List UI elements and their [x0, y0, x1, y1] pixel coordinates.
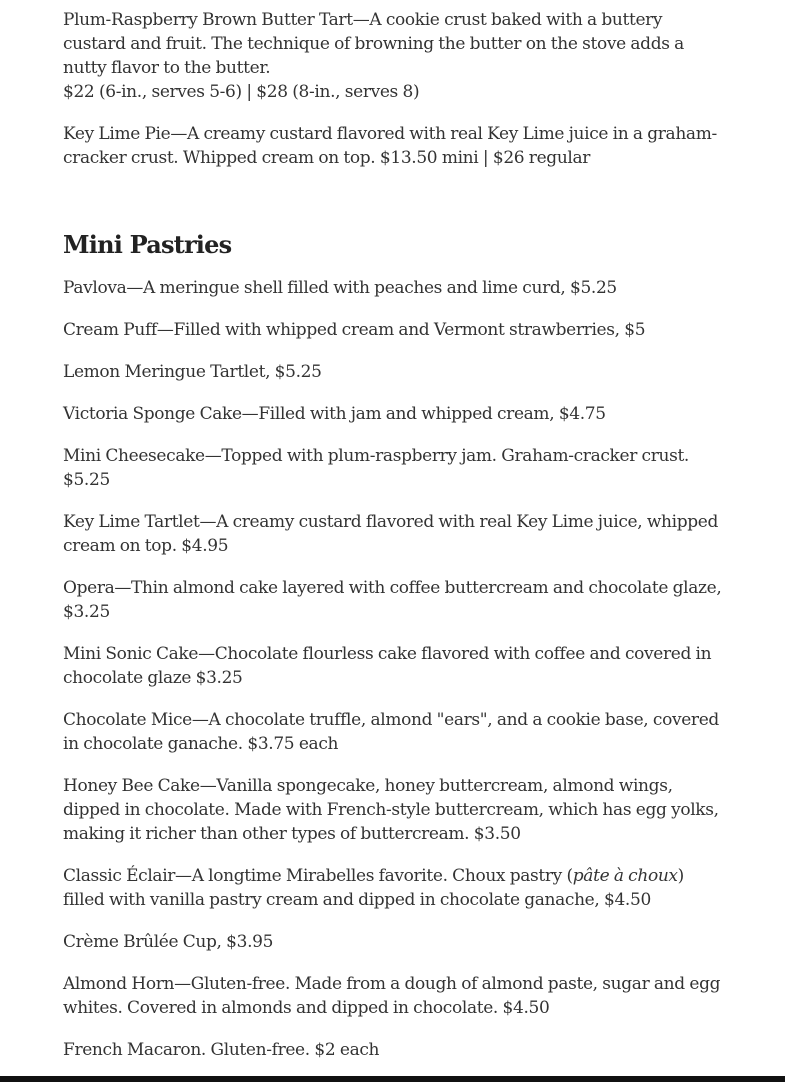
menu-item-key-lime-pie: Key Lime Pie—A creamy custard flavored with real Key Lime juice in a graham-cracker crust. Whipped cream on top. $13.50 mini | $26 regular — [63, 124, 717, 168]
menu-item-plum-raspberry-tart — [63, 8, 728, 104]
eclair-text-italic: pâte à choux — [572, 866, 678, 886]
menu-item-pavlova: Pavlova—A meringue shell filled with peaches and lime curd, $5.25 — [63, 278, 617, 298]
menu-item-victoria-sponge-cake: Victoria Sponge Cake—Filled with jam and whipped cream, $4.75 — [63, 404, 606, 424]
menu-content — [63, 8, 728, 1080]
menu-item-chocolate-mice: Chocolate Mice—A chocolate truffle, almond "ears", and a cookie base, covered in chocolate ganache. $3.75 each — [63, 710, 719, 754]
eclair-text-before: Classic Éclair—A longtime Mirabelles favorite. Choux pastry ( — [63, 866, 573, 886]
menu-item-almond-horn: Almond Horn—Gluten-free. Made from a dough of almond paste, sugar and egg whites. Covered in almonds and dipped in chocolate. $4.50 — [63, 974, 721, 1018]
menu-item-mini-sonic-cake: Mini Sonic Cake—Chocolate flourless cake flavored with coffee and covered in chocolate glaze $3.25 — [63, 644, 712, 688]
menu-item-cream-puff: Cream Puff—Filled with whipped cream and Vermont strawberries, $5 — [63, 320, 646, 340]
menu-item-french-macaron: French Macaron. Gluten-free. $2 each — [63, 1040, 380, 1060]
menu-item-creme-brulee-cup: Crème Brûlée Cup, $3.95 — [63, 932, 274, 952]
menu-item-honey-bee-cake: Honey Bee Cake—Vanilla spongecake, honey buttercream, almond wings, dipped in chocolate. Made with French-style buttercream, which has egg yolks, making it richer than other types of buttercream. $3.50 — [63, 776, 719, 844]
section-title-mini-pastries: Mini Pastries — [63, 230, 232, 259]
menu-item-lemon-meringue-tartlet: Lemon Meringue Tartlet, $5.25 — [63, 362, 322, 382]
menu-item-price: $22 (6-in., serves 5-6) | $28 (8-in., serves 8) — [63, 82, 420, 102]
eclair-text-after: ) filled with vanilla pastry cream and dipped in chocolate ganache, $4.50 — [63, 866, 684, 910]
menu-item-key-lime-tartlet: Key Lime Tartlet—A creamy custard flavored with real Key Lime juice, whipped cream on top. $4.95 — [63, 512, 719, 556]
menu-item-classic-eclair — [63, 864, 728, 912]
bottom-bar — [0, 1076, 785, 1082]
menu-item-mini-cheesecake: Mini Cheesecake—Topped with plum-raspberry jam. Graham-cracker crust. $5.25 — [63, 446, 689, 490]
menu-item-description: Plum-Raspberry Brown Butter Tart—A cookie crust baked with a buttery custard and fruit. The technique of browning the butter on the stove adds a nutty flavor to the butter. — [63, 10, 684, 78]
menu-item-opera: Opera—Thin almond cake layered with coffee buttercream and chocolate glaze, $3.25 — [63, 578, 722, 622]
